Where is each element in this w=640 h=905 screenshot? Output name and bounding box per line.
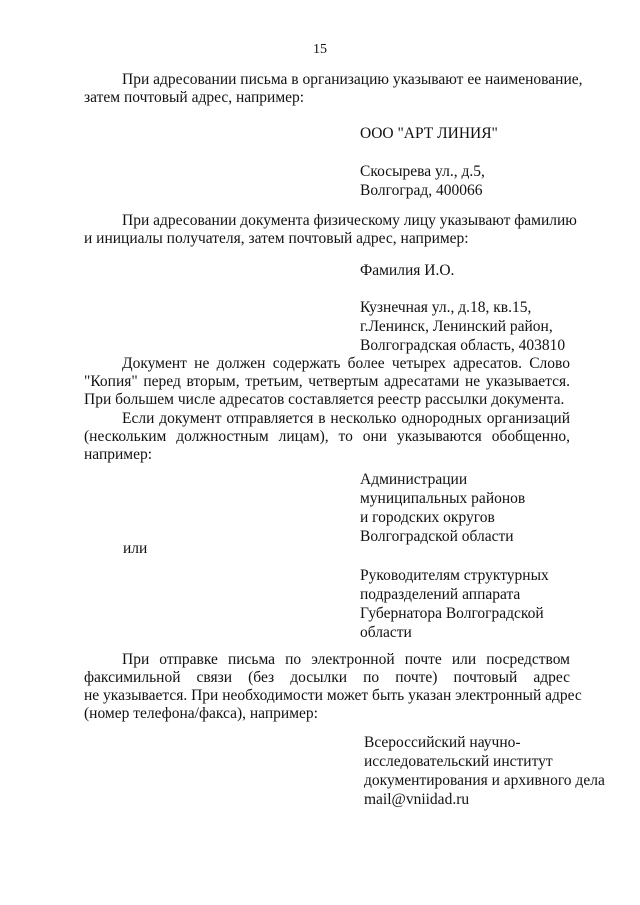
email-address: mail@vniidad.ru [364,791,470,808]
paragraph-electronic-addressing [84,651,582,723]
address-line: и городских округов [360,509,495,526]
address-line: Волгоградской области [360,528,514,545]
paragraph-individual-addressing [84,212,577,248]
address-example-administrations [360,470,525,546]
address-example-institute [364,733,605,809]
text-line: и инициалы получателя, затем почтовый адрес, например: [84,230,469,247]
paragraph-generalized-addressing [84,410,570,464]
address-example-organization [360,124,498,200]
text-line: Если документ отправляется в несколько однородных организаций [122,410,570,427]
address-line: г.Ленинск, Ленинский район, [360,318,553,335]
paragraph-organization-addressing [84,71,583,107]
text-line: (номер телефона/факса), например: [84,705,318,722]
address-line: Кузнечная ул., д.18, кв.15, [360,299,532,316]
address-line: Губернатора Волгоградской [360,605,544,622]
address-line: Скосырева ул., д.5, [360,163,485,180]
text-line: "Копия" перед вторым, третьим, четвертым адресатами не указывается. [84,373,570,390]
text-line: При адресовании письма в организацию указывают ее наименование, [122,71,583,88]
address-example-individual [360,298,565,355]
address-line: документирования и архивного дела [364,772,605,789]
text-line: факсимильной связи (без досылки по почте) почтовый адрес [84,669,570,686]
paragraph-addressee-limit [84,355,570,409]
address-example-individual-name [360,261,454,280]
text-line: затем почтовый адрес, например: [84,89,305,106]
address-line: подразделений аппарата [360,586,521,603]
address-example-heads [360,566,549,642]
address-line: области [360,624,412,641]
address-line: Волгоградская область, 403810 [360,337,566,354]
text-line: Документ не должен содержать более четырех адресатов. Слово [122,355,570,372]
address-line: исследовательский институт [364,753,553,770]
text-line: не указывается. При необходимости может быть указан электронный адрес [84,687,582,704]
address-line [360,143,498,162]
text-line: При отправке письма по электронной почте или посредством [122,651,570,668]
page-number: 15 [313,42,327,57]
text-line: При большем числе адресатов составляется реестр рассылки документа. [84,391,565,408]
text-line: например: [84,446,153,463]
address-line: Всероссийский научно- [364,734,521,751]
address-line: Волгоград, 400066 [360,182,483,199]
address-line: Руководителям структурных [360,567,549,584]
text-line: При адресовании документа физическому лицу указывают фамилию [122,212,577,229]
address-line: Администрации [360,471,468,488]
text-line: (нескольким должностным лицам), то они указываются обобщенно, [84,428,570,445]
or-separator: или [123,540,148,557]
address-line: ООО "АРТ ЛИНИЯ" [360,125,498,142]
address-line: муниципальных районов [360,490,526,507]
recipient-name: Фамилия И.О. [360,262,455,279]
